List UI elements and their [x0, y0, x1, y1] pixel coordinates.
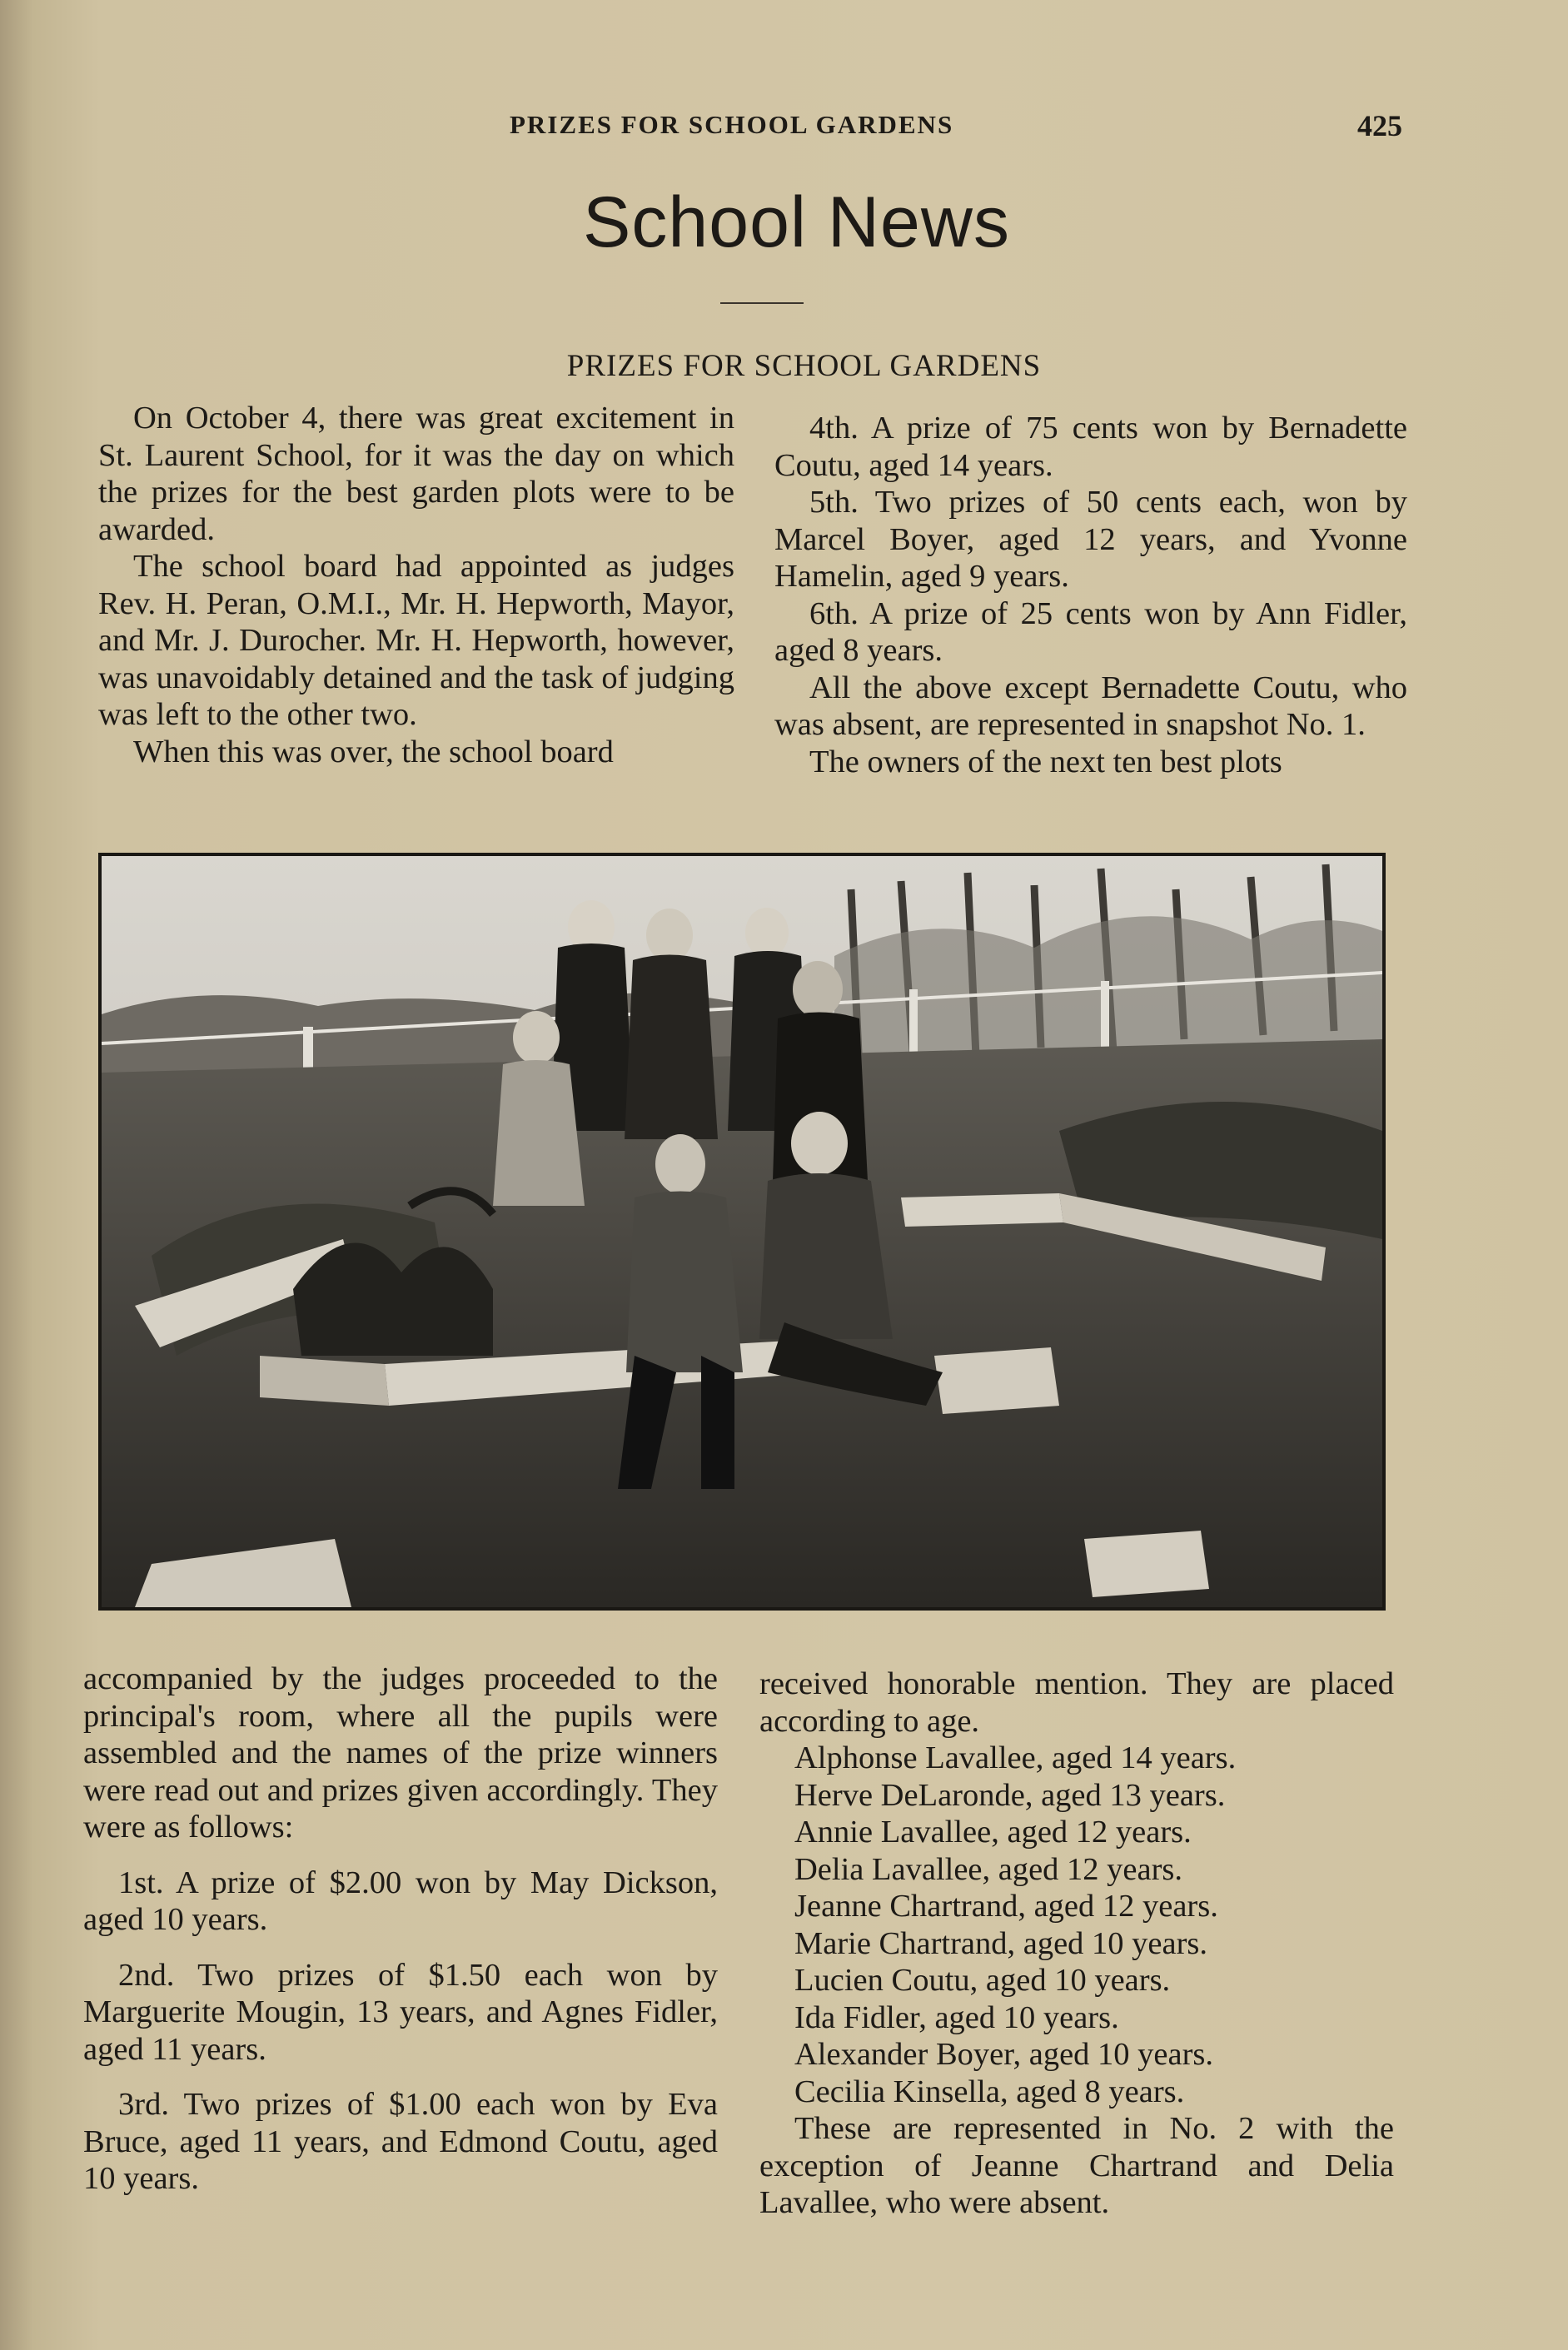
prize-entry: 2nd. Two prizes of $1.50 each won by Marguerite Mougin, 13 years, and Agnes Fidler, aged 11 years. [83, 1957, 718, 2067]
prize-entry: 3rd. Two prizes of $1.00 each won by Eva Bruce, aged 11 years, and Edmond Coutu, aged 10 years. [83, 2087, 718, 2196]
honorable-mention-entry: Delia Lavallee, aged 12 years. [794, 1851, 1183, 1887]
column-bottom-right [759, 1665, 1394, 2222]
section-title [0, 182, 1568, 264]
page-number: 425 [1357, 109, 1402, 142]
honorable-mention-entry: Ida Fidler, aged 10 years. [794, 1999, 1119, 2035]
section-title-text: School News [583, 182, 1010, 262]
running-title: PRIZES FOR SCHOOL GARDENS [510, 110, 954, 139]
honorable-mention-entry: Cecilia Kinsella, aged 8 years. [794, 2074, 1185, 2109]
paragraph: All the above except Bernadette Coutu, who was absent, are represented in snapshot No. 1. [774, 670, 1407, 742]
article-title-text: PRIZES FOR SCHOOL GARDENS [566, 349, 1042, 383]
paragraph: When this was over, the school board [133, 734, 614, 769]
honorable-mention-entry: Alphonse Lavallee, aged 14 years. [794, 1740, 1237, 1775]
garden-photo-illustration [102, 856, 1382, 1607]
paragraph: On October 4, there was great excitement in St. Laurent School, for it was the day on which the prizes for the best garden plots were to be awarded. [98, 401, 734, 547]
garden-photo [98, 853, 1386, 1611]
paragraph: 4th. A prize of 75 cents won by Bernadette Coutu, aged 14 years. [774, 411, 1407, 483]
column-bottom-left [83, 1660, 718, 2198]
paragraph: 6th. A prize of 25 cents won by Ann Fidler, aged 8 years. [774, 595, 1407, 668]
paragraph: received honorable mention. They are placed according to age. [759, 1666, 1394, 1739]
column-top-left [98, 400, 734, 770]
honorable-mention-entry: Herve DeLaronde, aged 13 years. [794, 1777, 1226, 1813]
honorable-mention-entry: Annie Lavallee, aged 12 years. [794, 1815, 1192, 1850]
article-title [0, 348, 1568, 384]
title-rule [720, 302, 804, 304]
honorable-mention-entry: Lucien Coutu, aged 10 years. [794, 1963, 1171, 1998]
column-top-right [774, 410, 1407, 780]
paragraph: The school board had appointed as judges Rev. H. Peran, O.M.I., Mr. H. Hepworth, Mayor, and Mr. J. Durocher. Mr. H. Hepworth, however, was unavoidably detained and the task of judging was left to the other two. [98, 549, 734, 732]
paragraph: accompanied by the judges proceeded to the principal's room, where all the pupils were assembled and the names of the prize winners were read out and prizes given accordingly. They were as follows: [83, 1661, 718, 1845]
paragraph: These are represented in No. 2 with the exception of Jeanne Chartrand and Delia Lavallee, who were absent. [759, 2111, 1394, 2220]
honorable-mention-entry: Jeanne Chartrand, aged 12 years. [794, 1889, 1218, 1924]
prize-entry: 1st. A prize of $2.00 won by May Dickson, aged 10 years. [83, 1865, 718, 1937]
honorable-mention-entry: Alexander Boyer, aged 10 years. [794, 2037, 1214, 2072]
paragraph: The owners of the next ten best plots [809, 744, 1282, 779]
paragraph: 5th. Two prizes of 50 cents each, won by Marcel Boyer, aged 12 years, and Yvonne Hamelin, aged 9 years. [774, 485, 1407, 594]
honorable-mention-entry: Marie Chartrand, aged 10 years. [794, 1925, 1208, 1961]
